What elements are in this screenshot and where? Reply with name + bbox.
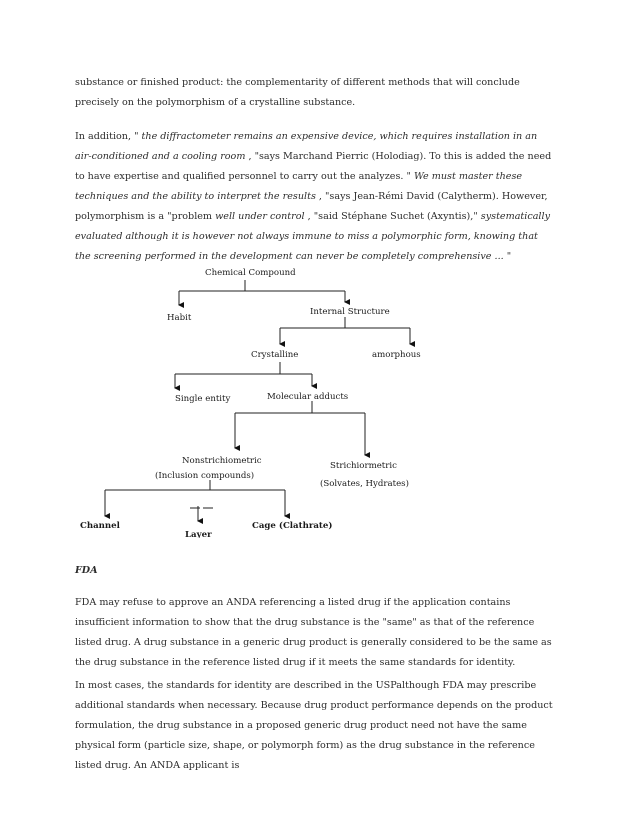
paragraph-identity-standards: In most cases, the standards for identity are described in the USPalthough FDA may prescribe additional standards when necessary. Because drug product performance depends on the product formulation, the drug substance in a proposed generic drug product need not have the same physical form (particle size, shape, or polymorph form) as the drug substance in the reference listed drug. An ANDA applicant is [75, 680, 553, 771]
quote-text: , "said Stéphane Suchet (Axyntis)," [304, 211, 481, 222]
node-stoichiometric: Strichiormetric [330, 461, 397, 471]
paragraph-polymorphism: substance or finished product: the complementarity of different methods that will conclude precisely on the polymorphism of a crystalline substance. [75, 77, 520, 108]
quote-italic: the diffractometer remains an expensive device, which requires installation in an air-conditioned and a cooling room [75, 131, 538, 162]
diagram-svg [75, 258, 435, 538]
quote-text: , "says Marchand Pierric (Holodiag). To this is added the need to have expertise and qualified personnel to carry out the analyzes. " [75, 151, 552, 182]
quote-italic: We must master these techniques and the ability to interpret the results [75, 171, 523, 202]
node-layer: Layer [185, 530, 212, 538]
node-molecular-adducts: Molecular adducts [267, 392, 349, 402]
quote-italic: systematically evaluated although it is however not always immune to miss a polymorphic form, knowing that the screening performed in the development can never be completely comprehensive ... [75, 211, 550, 262]
node-habit: Habit [167, 313, 192, 323]
node-single-entity: Single entity [175, 394, 231, 404]
quote-text: , "says Jean-Rémi David (Calytherm). However, polymorphism is a "problem [75, 191, 548, 222]
node-channel: Channel [80, 521, 120, 531]
node-internal-structure: Internal Structure [310, 307, 390, 317]
node-crystalline: Crystalline [251, 350, 299, 360]
classification-diagram [75, 258, 435, 538]
node-solvates-hydrates: (Solvates, Hydrates) [320, 479, 409, 489]
node-chemical-compound: Chemical Compound [205, 268, 296, 278]
node-cage-clathrate: Cage (Clathrate) [252, 521, 333, 531]
node-amorphous: amorphous [372, 350, 421, 360]
quote-text: " [503, 251, 512, 262]
quote-text: In addition, " [75, 131, 142, 142]
node-nonstoichiometric: Nonstrichiometric [182, 456, 262, 466]
quote-italic: well under control [215, 211, 305, 222]
node-inclusion-compounds: (Inclusion compounds) [155, 471, 255, 481]
paragraph-quotes [75, 127, 555, 267]
paragraph-anda-sameness: FDA may refuse to approve an ANDA referencing a listed drug if the application contains insufficient information to show that the drug substance is the "same" as that of the reference listed drug. A drug substance in a generic drug product is generally considered to be the same as the drug substance in the reference listed drug if it meets the same standards for identity. [75, 597, 552, 668]
section-heading-fda: FDA [75, 565, 98, 576]
